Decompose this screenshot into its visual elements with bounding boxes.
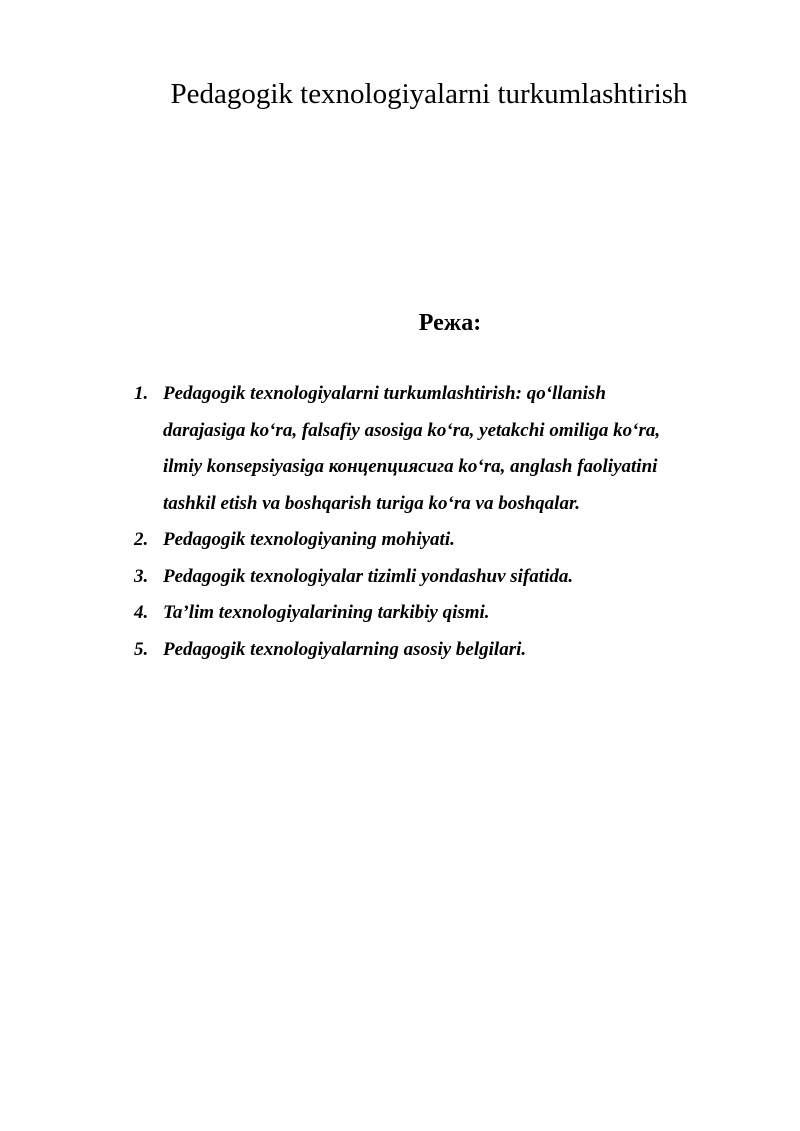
- plan-item-number: 3.: [134, 565, 149, 587]
- plan-item-line: Ta’lim texnologiyalarining tarkibiy qismi.: [163, 602, 490, 623]
- plan-item-number: 1.: [134, 383, 149, 404]
- plan-item-4: [134, 595, 744, 632]
- plan-item-number: 5.: [134, 638, 149, 660]
- plan-list: [134, 376, 744, 668]
- plan-item-line: tashkil etish va boshqarish turiga ko‘ra va boshqalar.: [163, 492, 581, 514]
- page-title: Pedagogik texnologiyalarni turkumlashtirish: [170, 78, 688, 110]
- plan-item-3: [134, 559, 744, 596]
- plan-item-line: ilmiy konsepsiyasiga концепциясига ko‘ra, anglash faoliyatini: [163, 456, 658, 477]
- plan-item-number: 2.: [134, 529, 149, 550]
- plan-item-1: [134, 376, 744, 522]
- plan-item-2: [134, 522, 744, 559]
- plan-item-5: [134, 632, 744, 669]
- plan-heading: Режа:: [418, 310, 482, 336]
- plan-item-number: 4.: [134, 602, 149, 623]
- plan-item-line: Pedagogik texnologiyaning mohiyati.: [163, 529, 455, 550]
- plan-item-line: Pedagogik texnologiyalarni turkumlashtirish: qo‘llanish: [163, 383, 606, 404]
- plan-item-line: Pedagogik texnologiyalarning asosiy belgilari.: [163, 638, 527, 660]
- plan-item-line: Pedagogik texnologiyalar tizimli yondashuv sifatida.: [163, 565, 574, 587]
- plan-item-line: darajasiga ko‘ra, falsafiy asosiga ko‘ra, yetakchi omiliga ko‘ra,: [163, 419, 661, 441]
